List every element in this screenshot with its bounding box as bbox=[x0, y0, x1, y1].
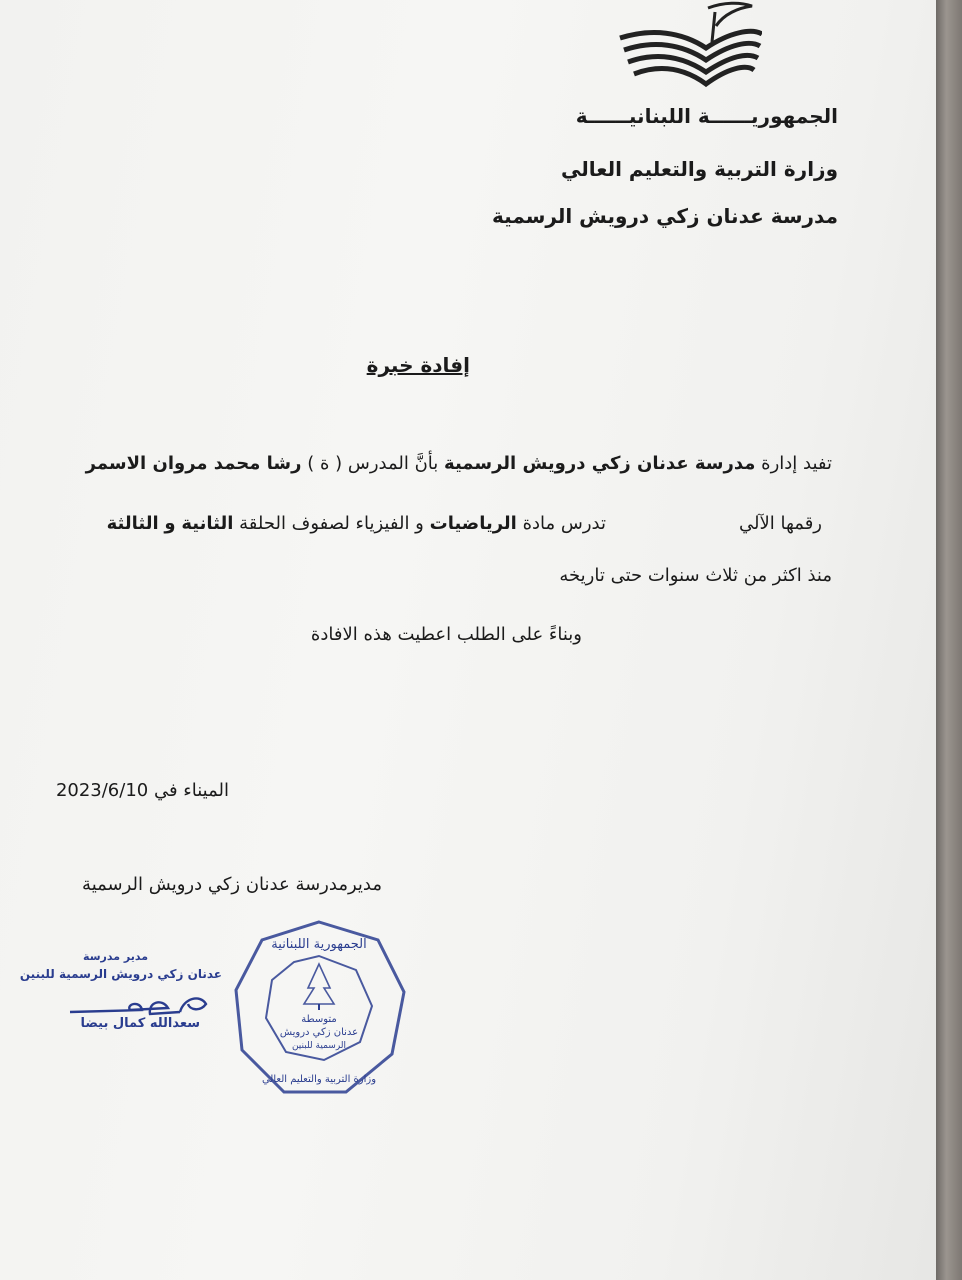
paragraph-line-3: منذ اكثر من ثلاث سنوات حتى تاريخه bbox=[559, 565, 832, 586]
document-title: إفادة خبرة bbox=[366, 353, 470, 377]
paragraph-line-1 bbox=[86, 453, 832, 474]
stamp-outer-bottom: وزارة التربية والتعليم العالي bbox=[261, 1074, 377, 1085]
header-school: مدرسة عدنان زكي درويش الرسمية bbox=[492, 204, 838, 228]
background-surface bbox=[936, 0, 962, 1280]
director-stamp-line-2: عدنان زكي درويش الرسمية للبنين bbox=[19, 967, 222, 981]
paragraph-line-2a: رقمها الآلي bbox=[739, 513, 822, 534]
school-name: مدرسة عدنان زكي درويش الرسمية bbox=[444, 453, 756, 474]
paragraph-line-2b bbox=[107, 513, 606, 534]
cycle-three: الثالثة bbox=[106, 513, 159, 534]
teacher-name: رشا محمد مروان الاسمر bbox=[85, 453, 302, 474]
stamp-outer-top: الجمهورية اللبنانية bbox=[271, 937, 367, 952]
header-republic: الجمهوريــــــة اللبنانيــــــة bbox=[575, 104, 838, 128]
signatory-line: مديرمدرسة عدنان زكي درويش الرسمية bbox=[82, 874, 382, 895]
subject-math: الرياضيات bbox=[429, 513, 517, 534]
line2-b: تدرس مادة bbox=[522, 513, 606, 534]
director-name: سعدالله كمال بيضا bbox=[80, 1016, 200, 1031]
header-ministry: وزارة التربية والتعليم العالي bbox=[561, 157, 838, 181]
line1-prefix: تفيد إدارة bbox=[761, 453, 832, 474]
date-text: الميناء في 2023/6/10 bbox=[55, 780, 229, 801]
paragraph-line-4: وبناءً على الطلب اعطيت هذه الافادة bbox=[310, 624, 582, 645]
stamp-inner-1: متوسطة bbox=[301, 1014, 337, 1025]
date-line bbox=[56, 780, 229, 801]
open-book-logo-icon bbox=[612, 0, 762, 100]
official-stamp-icon bbox=[228, 918, 410, 1100]
stamp-inner-2: عدنان زكي درويش bbox=[279, 1027, 359, 1038]
stamp-inner-3: الرسمية للبنين bbox=[291, 1041, 347, 1051]
line1-mid: بأنَّ المدرس ( ة ) bbox=[307, 453, 439, 474]
cycle-two: الثانية bbox=[181, 513, 234, 534]
and-word: و bbox=[164, 513, 176, 534]
director-stamp-line-1: مدير مدرسة bbox=[83, 950, 148, 963]
line2-c: و الفيزياء لصفوف الحلقة bbox=[239, 513, 424, 534]
